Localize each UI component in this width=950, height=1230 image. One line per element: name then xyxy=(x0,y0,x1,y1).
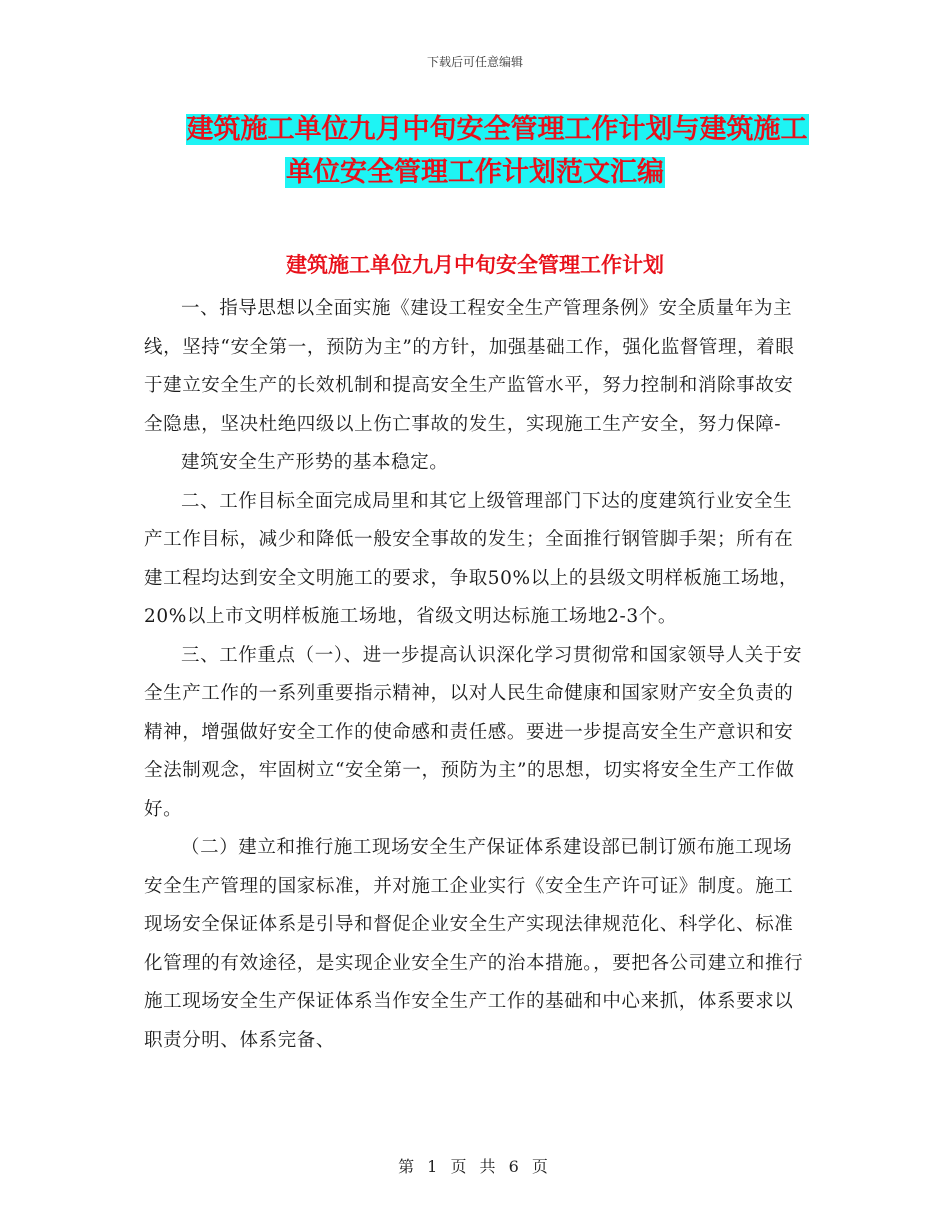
section-title: 建筑施工单位九月中旬安全管理工作计划 xyxy=(286,253,664,277)
document-title-line-1 xyxy=(0,113,950,147)
paragraph-work-focus-1: 三、工作重点（一）、进一步提高认识深化学习贯彻常和国家领导人关于安全生产工作的一系列重要指示精神，以对人民生命健康和国家财产安全负责的精神，增强做好安全工作的使命感和责任感。要进一步提高安全生产意识和安全法制观念，牢固树立“安全第一，预防为主”的思想，切实将安全生产工作做好。 xyxy=(144,644,803,820)
title-highlight-2: 单位安全管理工作计划范文汇编 xyxy=(286,157,664,188)
paragraph-guiding-ideology: 一、指导思想以全面实施《建设工程安全生产管理条例》安全质量年为主线，坚持“安全第一，预防为主”的方针，加强基础工作，强化监督管理，着眼于建立安全生产的长效机制和提高安全生产监管水平，努力控制和消除事故安全隐患，坚决杜绝四级以上伤亡事故的发生，实现施工生产安全，努力保障- xyxy=(144,298,795,435)
page-header: 下载后可任意编辑 xyxy=(426,55,523,69)
paragraph-work-focus-2: （二）建立和推行施工现场安全生产保证体系建设部已制订颁布施工现场安全生产管理的国家标准，并对施工企业实行《安全生产许可证》制度。施工现场安全保证体系是引导和督促企业安全生产实现法律规范化、科学化、标准化管理的有效途径，是实现企业安全生产的治本措施。，要把各公司建立和推行施工现场安全生产保证体系当作安全生产工作的基础和中心来抓，体系要求以职责分明、体系完备、 xyxy=(144,837,804,1051)
page-footer: 第 1 页 共 6 页 xyxy=(398,1157,552,1176)
title-highlight-1: 建筑施工单位九月中旬安全管理工作计划与建筑施工 xyxy=(186,114,808,145)
paragraph-work-goals: 二、工作目标全面完成局里和其它上级管理部门下达的度建筑行业安全生产工作目标，减少和降低一般安全事故的发生；全面推行钢管脚手架；所有在建工程均达到安全文明施工的要求，争取50%以上的县级文明样板施工场地，20%以上市文明样板施工场地，省级文明达标施工场地2-3个。 xyxy=(144,490,799,627)
document-title-line-2 xyxy=(0,156,950,190)
document-body xyxy=(144,290,806,1060)
paragraph-continuation: 建筑安全生产形势的基本稳定。 xyxy=(181,452,449,473)
